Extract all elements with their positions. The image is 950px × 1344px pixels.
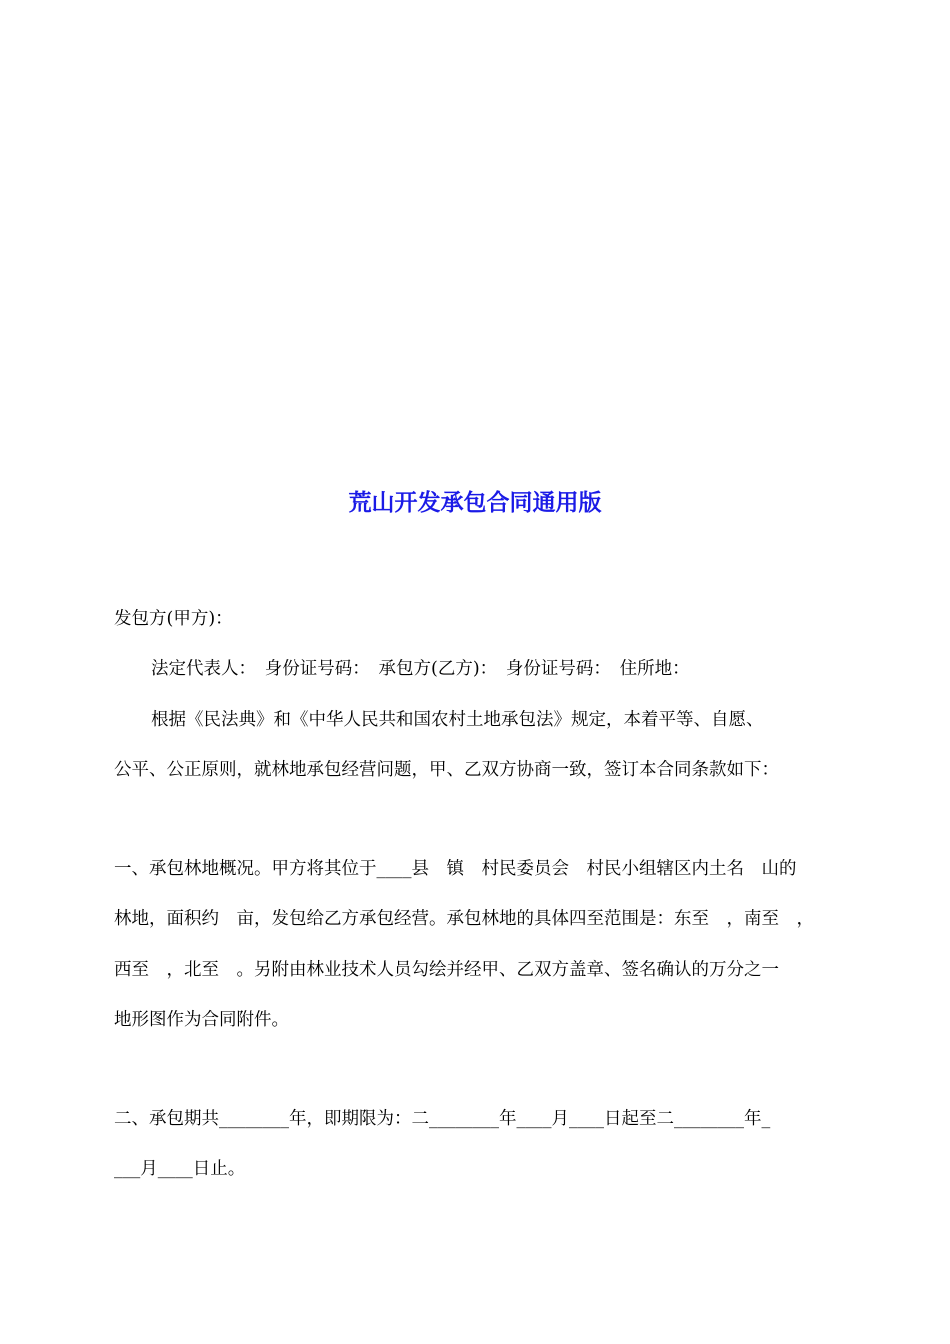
preamble-line-2: 公平、公正原则，就林地承包经营问题，甲、乙双方协商一致，签订本合同条款如下： [114,760,779,780]
clause-1-line-2: 林地，面积约 亩，发包给乙方承包经营。承包林地的具体四至范围是：东至 ，南至 ， [114,909,814,929]
clause-1-line-4: 地形图作为合同附件。 [114,1010,289,1030]
party-details-line: 法定代表人： 身份证号码： 承包方(乙方)： 身份证号码： 住所地： [151,659,690,679]
clause-2-line-1: 二、承包期共________年，即期限为：二________年____月____日起至二________年_ [114,1109,771,1129]
clause-2-line-2: ___月____日止。 [114,1159,246,1179]
party-a-line: 发包方(甲方)： [114,609,233,629]
clause-1-line-1: 一、承包林地概况。甲方将其位于____县 镇 村民委员会 村民小组辖区内土名 山的 [114,859,797,879]
document-title: 荒山开发承包合同通用版 [348,490,602,516]
clause-1-line-3: 西至 ，北至 。另附由林业技术人员勾绘并经甲、乙双方盖章、签名确认的万分之一 [114,960,779,980]
preamble-line-1: 根据《民法典》和《中华人民共和国农村土地承包法》规定，本着平等、自愿、 [151,710,764,730]
